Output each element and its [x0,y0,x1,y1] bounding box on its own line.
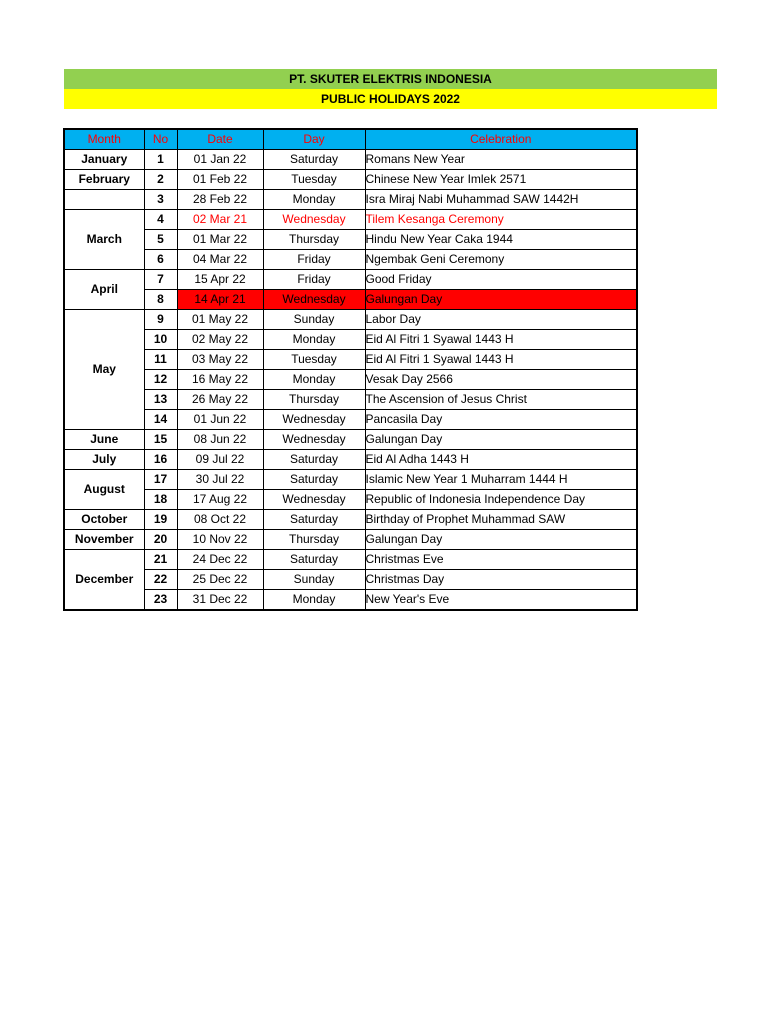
table-row [64,530,637,550]
company-name-banner: PT. SKUTER ELEKTRIS INDONESIA [64,69,717,89]
day-cell: Saturday [263,510,365,530]
day-cell: Monday [263,370,365,390]
table-row [64,350,637,370]
date-cell: 02 May 22 [177,330,263,350]
month-cell: November [64,530,144,550]
day-cell: Monday [263,590,365,611]
column-header-no: No [144,129,177,150]
no-cell: 1 [144,150,177,170]
date-cell: 01 Mar 22 [177,230,263,250]
date-cell: 01 May 22 [177,310,263,330]
celebration-cell: Eid Al Adha 1443 H [365,450,637,470]
celebration-cell: Eid Al Fitri 1 Syawal 1443 H [365,330,637,350]
column-header-day: Day [263,129,365,150]
table-row [64,250,637,270]
celebration-cell: Birthday of Prophet Muhammad SAW [365,510,637,530]
celebration-cell: Chinese New Year Imlek 2571 [365,170,637,190]
day-cell: Tuesday [263,170,365,190]
month-cell [64,190,144,210]
date-cell: 01 Jan 22 [177,150,263,170]
no-cell: 21 [144,550,177,570]
date-cell: 02 Mar 21 [177,210,263,230]
day-cell: Friday [263,250,365,270]
celebration-cell: Christmas Day [365,570,637,590]
celebration-cell: Romans New Year [365,150,637,170]
day-cell: Saturday [263,550,365,570]
no-cell: 12 [144,370,177,390]
day-cell: Wednesday [263,210,365,230]
celebration-cell: New Year's Eve [365,590,637,611]
date-cell: 25 Dec 22 [177,570,263,590]
celebration-cell: Eid Al Fitri 1 Syawal 1443 H [365,350,637,370]
date-cell: 31 Dec 22 [177,590,263,611]
date-cell: 01 Feb 22 [177,170,263,190]
no-cell: 5 [144,230,177,250]
no-cell: 7 [144,270,177,290]
celebration-cell: Vesak Day 2566 [365,370,637,390]
no-cell: 14 [144,410,177,430]
table-row [64,370,637,390]
table-row [64,190,637,210]
table-row [64,310,637,330]
no-cell: 17 [144,470,177,490]
celebration-cell: Tilem Kesanga Ceremony [365,210,637,230]
month-cell: March [64,210,144,270]
month-cell: February [64,170,144,190]
date-cell: 24 Dec 22 [177,550,263,570]
table-row [64,430,637,450]
no-cell: 9 [144,310,177,330]
date-cell: 14 Apr 21 [177,290,263,310]
celebration-cell: Pancasila Day [365,410,637,430]
date-cell: 15 Apr 22 [177,270,263,290]
day-cell: Tuesday [263,350,365,370]
month-cell: April [64,270,144,310]
month-cell: May [64,310,144,430]
celebration-cell: Christmas Eve [365,550,637,570]
day-cell: Thursday [263,230,365,250]
celebration-cell: Ngembak Geni Ceremony [365,250,637,270]
no-cell: 18 [144,490,177,510]
table-row [64,490,637,510]
date-cell: 08 Jun 22 [177,430,263,450]
no-cell: 3 [144,190,177,210]
column-header-month: Month [64,129,144,150]
day-cell: Wednesday [263,290,365,310]
table-header-row [64,129,637,150]
day-cell: Wednesday [263,410,365,430]
date-cell: 26 May 22 [177,390,263,410]
table-row [64,510,637,530]
day-cell: Monday [263,190,365,210]
no-cell: 15 [144,430,177,450]
table-row [64,270,637,290]
no-cell: 11 [144,350,177,370]
celebration-cell: The Ascension of Jesus Christ [365,390,637,410]
no-cell: 8 [144,290,177,310]
date-cell: 04 Mar 22 [177,250,263,270]
date-cell: 03 May 22 [177,350,263,370]
celebration-cell: Isra Miraj Nabi Muhammad SAW 1442H [365,190,637,210]
day-cell: Wednesday [263,490,365,510]
no-cell: 22 [144,570,177,590]
day-cell: Thursday [263,530,365,550]
table-row [64,470,637,490]
month-cell: July [64,450,144,470]
date-cell: 09 Jul 22 [177,450,263,470]
no-cell: 2 [144,170,177,190]
date-cell: 17 Aug 22 [177,490,263,510]
no-cell: 23 [144,590,177,611]
no-cell: 4 [144,210,177,230]
celebration-cell: Hindu New Year Caka 1944 [365,230,637,250]
month-cell: June [64,430,144,450]
day-cell: Saturday [263,450,365,470]
month-cell: January [64,150,144,170]
table-row [64,590,637,611]
table-row [64,330,637,350]
holidays-table [63,128,638,611]
day-cell: Saturday [263,470,365,490]
table-row [64,210,637,230]
celebration-cell: Galungan Day [365,290,637,310]
celebration-cell: Islamic New Year 1 Muharram 1444 H [365,470,637,490]
table-row [64,390,637,410]
day-cell: Wednesday [263,430,365,450]
day-cell: Saturday [263,150,365,170]
day-cell: Sunday [263,570,365,590]
table-row [64,570,637,590]
table-row [64,550,637,570]
table-row [64,450,637,470]
column-header-celebration: Celebration [365,129,637,150]
table-row [64,410,637,430]
table-body [64,150,637,611]
celebration-cell: Galungan Day [365,430,637,450]
day-cell: Friday [263,270,365,290]
day-cell: Sunday [263,310,365,330]
table-row [64,150,637,170]
table-row [64,230,637,250]
no-cell: 16 [144,450,177,470]
date-cell: 01 Jun 22 [177,410,263,430]
date-cell: 30 Jul 22 [177,470,263,490]
date-cell: 10 Nov 22 [177,530,263,550]
day-cell: Monday [263,330,365,350]
month-cell: December [64,550,144,611]
no-cell: 10 [144,330,177,350]
date-cell: 08 Oct 22 [177,510,263,530]
document-title-banner: PUBLIC HOLIDAYS 2022 [64,89,717,109]
celebration-cell: Labor Day [365,310,637,330]
no-cell: 19 [144,510,177,530]
no-cell: 20 [144,530,177,550]
date-cell: 28 Feb 22 [177,190,263,210]
celebration-cell: Republic of Indonesia Independence Day [365,490,637,510]
celebration-cell: Good Friday [365,270,637,290]
column-header-date: Date [177,129,263,150]
no-cell: 6 [144,250,177,270]
no-cell: 13 [144,390,177,410]
date-cell: 16 May 22 [177,370,263,390]
table-row [64,290,637,310]
celebration-cell: Galungan Day [365,530,637,550]
month-cell: October [64,510,144,530]
day-cell: Thursday [263,390,365,410]
month-cell: August [64,470,144,510]
table-row [64,170,637,190]
